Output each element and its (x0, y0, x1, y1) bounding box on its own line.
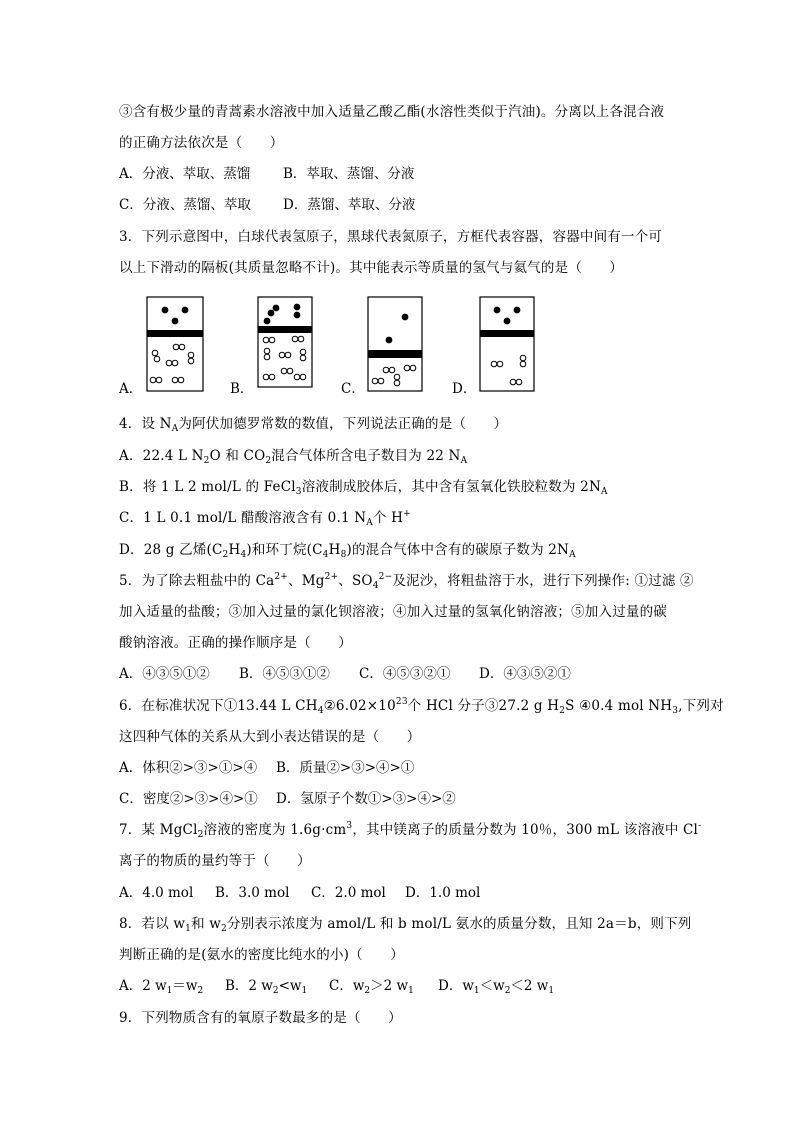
q9-stem: 9．下列物质含有的氧原子数最多的是（ ） (119, 1010, 402, 1026)
q3-label-b: B． (230, 381, 254, 397)
q3-label-c: C． (341, 381, 365, 397)
q7-option-c: C．2.0 mol (311, 885, 386, 901)
q5-option-d: D．④③⑤②① (479, 666, 571, 682)
q5-stem-line3: 酸钠溶液。正确的操作顺序是（ ） (119, 635, 352, 651)
q4-option-b: B．将 1 L 2 mol/L 的 FeCl$_3$溶液制成胶体后，其中含有氢氧化铁胶粒数为 $2N_A$ (119, 479, 608, 497)
q3-stem-line2: 以上下滑动的隔板(其质量忽略不计)。其中能表示等质量的氢气与氦气的是（ ） (119, 260, 624, 276)
q2-options-row1 (119, 166, 414, 182)
q2-option-a: A．分液、萃取、蒸馏 (119, 166, 251, 182)
q3-diagram-c (367, 296, 423, 392)
q8-stem-line1: 8．若以 $w_1$和 $w_2$分别表示浓度为 amol/L 和 b mol/L 氨水的质量分数，且知 2a＝b，则下列 (119, 916, 692, 934)
q6-option-c: C．密度②>③>④>① (119, 791, 258, 807)
q8-option-a: A．2 $w_1=w_2$ (119, 978, 204, 996)
q7-option-b: B．3.0 mol (215, 885, 290, 901)
q3-diagram-a (146, 296, 204, 392)
q2-option-b: B．萃取、蒸馏、分液 (283, 166, 415, 182)
q4-option-a: A．22.4 L $N_2O$ 和 $CO_2$混合气体所含电子数目为 22 $N_A$ (119, 448, 468, 466)
q8-option-b: B．2 $w_2<w_1$ (225, 978, 308, 996)
q4-option-c: C．1 L 0.1 mol/L 醋酸溶液含有 0.1 $N_A$个 H+ (119, 509, 411, 528)
q3-diagram-d (479, 296, 535, 392)
q5-stem-line2: 加入适量的盐酸；③加入过量的氯化钡溶液；④加入过量的氢氧化钠溶液；⑤加入过量的碳 (119, 604, 667, 620)
q7-options (119, 885, 480, 901)
q8-options (119, 978, 554, 994)
q3-label-a: A． (119, 381, 143, 397)
q2-options-row2 (119, 197, 415, 213)
q5-option-c: C．④⑤③②① (359, 666, 451, 682)
q6-options-row2 (119, 791, 456, 807)
q3-stem-line1: 3．下列示意图中，白球代表氢原子，黑球代表氮原子，方框代表容器，容器中间有一个可 (119, 229, 663, 245)
q7-stem-line1: 7．某 MgCl$_2$溶液的密度为 $1.6g\cdot cm^3$，其中镁离子的质量分数为 10％，300 mL 该溶液中 Cl- (119, 821, 702, 840)
q6-stem-line2: 这四种气体的关系从大到小表达错误的是（ ） (119, 729, 421, 745)
q3-diagram-b (257, 296, 313, 388)
q7-option-d: D．1.0 mol (405, 885, 481, 901)
q2-stem-line1: ③含有极少量的青蒿素水溶液中加入适量乙酸乙酯(水溶性类似于汽油)。分离以上各混合液 (119, 104, 665, 120)
q8-option-c: C．$w_2>2$ $w_1$ (329, 978, 414, 996)
q5-options (119, 666, 571, 682)
q2-option-c: C．分液、蒸馏、萃取 (119, 197, 251, 213)
q6-option-a: A．体积②>③>①>④ (119, 760, 258, 776)
q7-option-a: A．4.0 mol (119, 885, 194, 901)
q2-stem-line2: 的正确方法依次是（ ） (119, 135, 284, 151)
q7-stem-line2: 离子的物质的量约等于（ ） (119, 853, 311, 869)
q6-options-row1 (119, 760, 414, 776)
q5-option-b: B．④⑤③①② (239, 666, 330, 682)
q8-option-d: D．$w_1<w_2<2$ $w_1$ (438, 978, 555, 996)
q2-option-d: D．蒸馏、萃取、分液 (283, 197, 416, 213)
q3-label-d: D． (452, 381, 477, 397)
q5-option-a: A．④③⑤①② (119, 666, 210, 682)
q4-option-d: D．28 g 乙烯$(C_2H_4)$和环丁烷$(C_4H_8)$的混合气体中含有的碳原子数为 $2N_A$ (119, 542, 576, 560)
q6-option-b: B．质量②>③>④>① (276, 760, 415, 776)
q6-option-d: D．氢原子个数①>③>④>② (276, 791, 456, 807)
q6-stem-line1: 6．在标准状况下①13.44 L $CH_4②6.02\times 10^{23}$个 HCl 分子③27.2 g $H_2S$ ④0.4 mol $NH_3$,下列对 (119, 697, 724, 716)
q8-stem-line2: 判断正确的是(氨水的密度比纯水的小)（ ） (119, 947, 404, 963)
q5-stem-line1: 5．为了除去粗盐中的 $Ca^{2+}$、$Mg^{2+}$、$SO_4^{2-}$及泥沙，将粗盐溶于水，进行下列操作: ①过滤 ② (119, 572, 694, 591)
q4-stem: 4．设 $N_A$为阿伏加德罗常数的数值，下列说法正确的是（ ） (119, 416, 508, 434)
